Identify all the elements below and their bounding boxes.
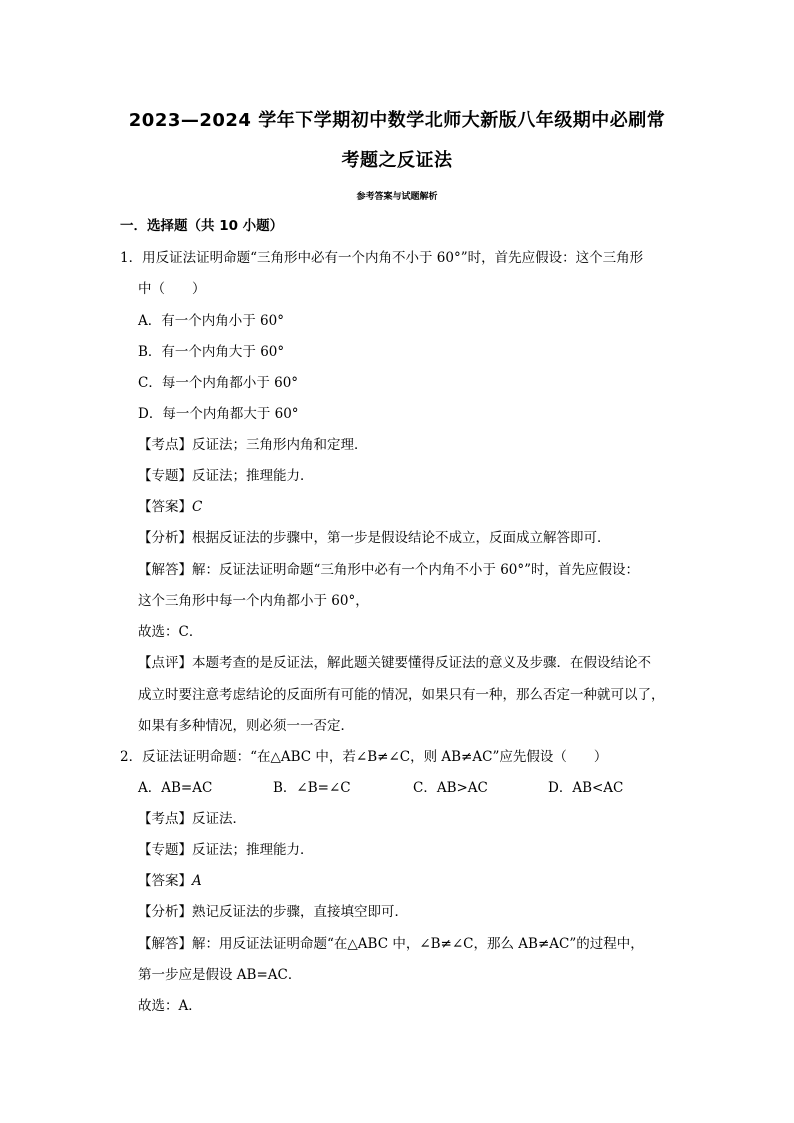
q1-fenxi-text: 根据反证法的步骤中，第一步是假设结论不成立，反面成立解答即可． [192, 530, 611, 546]
q2-option-b: B．∠B=∠C [273, 780, 351, 796]
q2-option-d: D．AB<AC [548, 780, 624, 796]
q2-jieda-text1: 解：用反证法证明命题“在△ABC 中，∠B≠∠C，那么 AB≠AC”的过程中， [192, 936, 644, 952]
q1-dianping-tag: 【点评】 [138, 655, 192, 671]
q2-zhuanti [138, 840, 314, 860]
q1-stem-line2: 中（ ） [138, 281, 206, 297]
q2-jieda-tag: 【解答】 [138, 936, 192, 952]
q2-daan-tag: 【答案】 [138, 873, 192, 889]
q2-stem-line1: 2．反证法证明命题：“在△ABC 中，若∠B≠∠C，则 AB≠AC”应先假设（ ） [120, 749, 608, 765]
q1-zhuanti-tag: 【专题】 [138, 468, 192, 484]
document-title-line2: 考题之反证法 [341, 150, 453, 171]
q2-guxuan: 故选：A． [138, 998, 202, 1014]
q1-option-b: B．有一个内角大于 60° [138, 344, 285, 360]
q1-option-c: C．每一个内角都小于 60° [138, 375, 299, 391]
q1-daan-tag: 【答案】 [138, 499, 192, 515]
q1-option-a: A．有一个内角小于 60° [138, 313, 284, 329]
q2-daan-text: A [192, 873, 202, 889]
q2-fenxi-text: 熟记反证法的步骤，直接填空即可． [192, 904, 408, 920]
q1-dianping-line3: 如果有多种情况，则必须一一否定． [138, 718, 354, 734]
section-heading: 一．选择题（共 10 小题） [120, 218, 284, 234]
q2-option-a: A．AB=AC [138, 780, 213, 796]
document-title-line1: 2023—2024 学年下学期初中数学北师大新版八年级期中必刷常 [128, 110, 666, 131]
q1-fenxi [138, 528, 611, 548]
q1-stem-line1: 1．用反证法证明命题“三角形中必有一个内角不小于 60°”时，首先应假设：这个三角形 [120, 250, 644, 266]
q2-zhuanti-tag: 【专题】 [138, 842, 192, 858]
q1-kaodian-tag: 【考点】 [138, 437, 192, 453]
document-subtitle: 参考答案与试题解析 [356, 192, 438, 202]
q2-kaodian-tag: 【考点】 [138, 811, 192, 827]
q1-jieda-text1: 解：反证法证明命题“三角形中必有一个内角不小于 60°”时，首先应假设： [192, 562, 640, 578]
q1-fenxi-tag: 【分析】 [138, 530, 192, 546]
q1-jieda-line2: 这个三角形中每一个内角都小于 60°， [138, 593, 369, 609]
q1-option-d: D．每一个内角都大于 60° [138, 406, 299, 422]
q2-daan [138, 871, 202, 891]
q1-jieda [138, 560, 639, 580]
q1-daan-text: C [192, 499, 203, 515]
q2-option-c: C．AB>AC [413, 780, 488, 796]
q2-kaodian [138, 809, 246, 829]
q1-zhuanti-text: 反证法；推理能力． [192, 468, 314, 484]
q1-kaodian-text: 反证法；三角形内角和定理． [192, 437, 368, 453]
q1-zhuanti [138, 466, 314, 486]
q2-options [138, 778, 623, 798]
q1-kaodian [138, 435, 368, 455]
q2-fenxi [138, 902, 408, 922]
q1-dianping-line2: 成立时要注意考虑结论的反面所有可能的情况，如果只有一种，那么否定一种就可以了， [138, 687, 665, 703]
q1-guxuan: 故选：C． [138, 624, 203, 640]
q1-jieda-tag: 【解答】 [138, 562, 192, 578]
q1-dianping [138, 653, 651, 673]
q2-fenxi-tag: 【分析】 [138, 904, 192, 920]
q2-kaodian-text: 反证法． [192, 811, 246, 827]
q1-daan [138, 497, 202, 517]
q2-jieda [138, 934, 644, 954]
q2-jieda-line2: 第一步应是假设 AB=AC． [138, 967, 302, 983]
q1-dianping-text1: 本题考查的是反证法，解此题关键要懂得反证法的意义及步骤．在假设结论不 [192, 655, 651, 671]
q2-zhuanti-text: 反证法；推理能力． [192, 842, 314, 858]
